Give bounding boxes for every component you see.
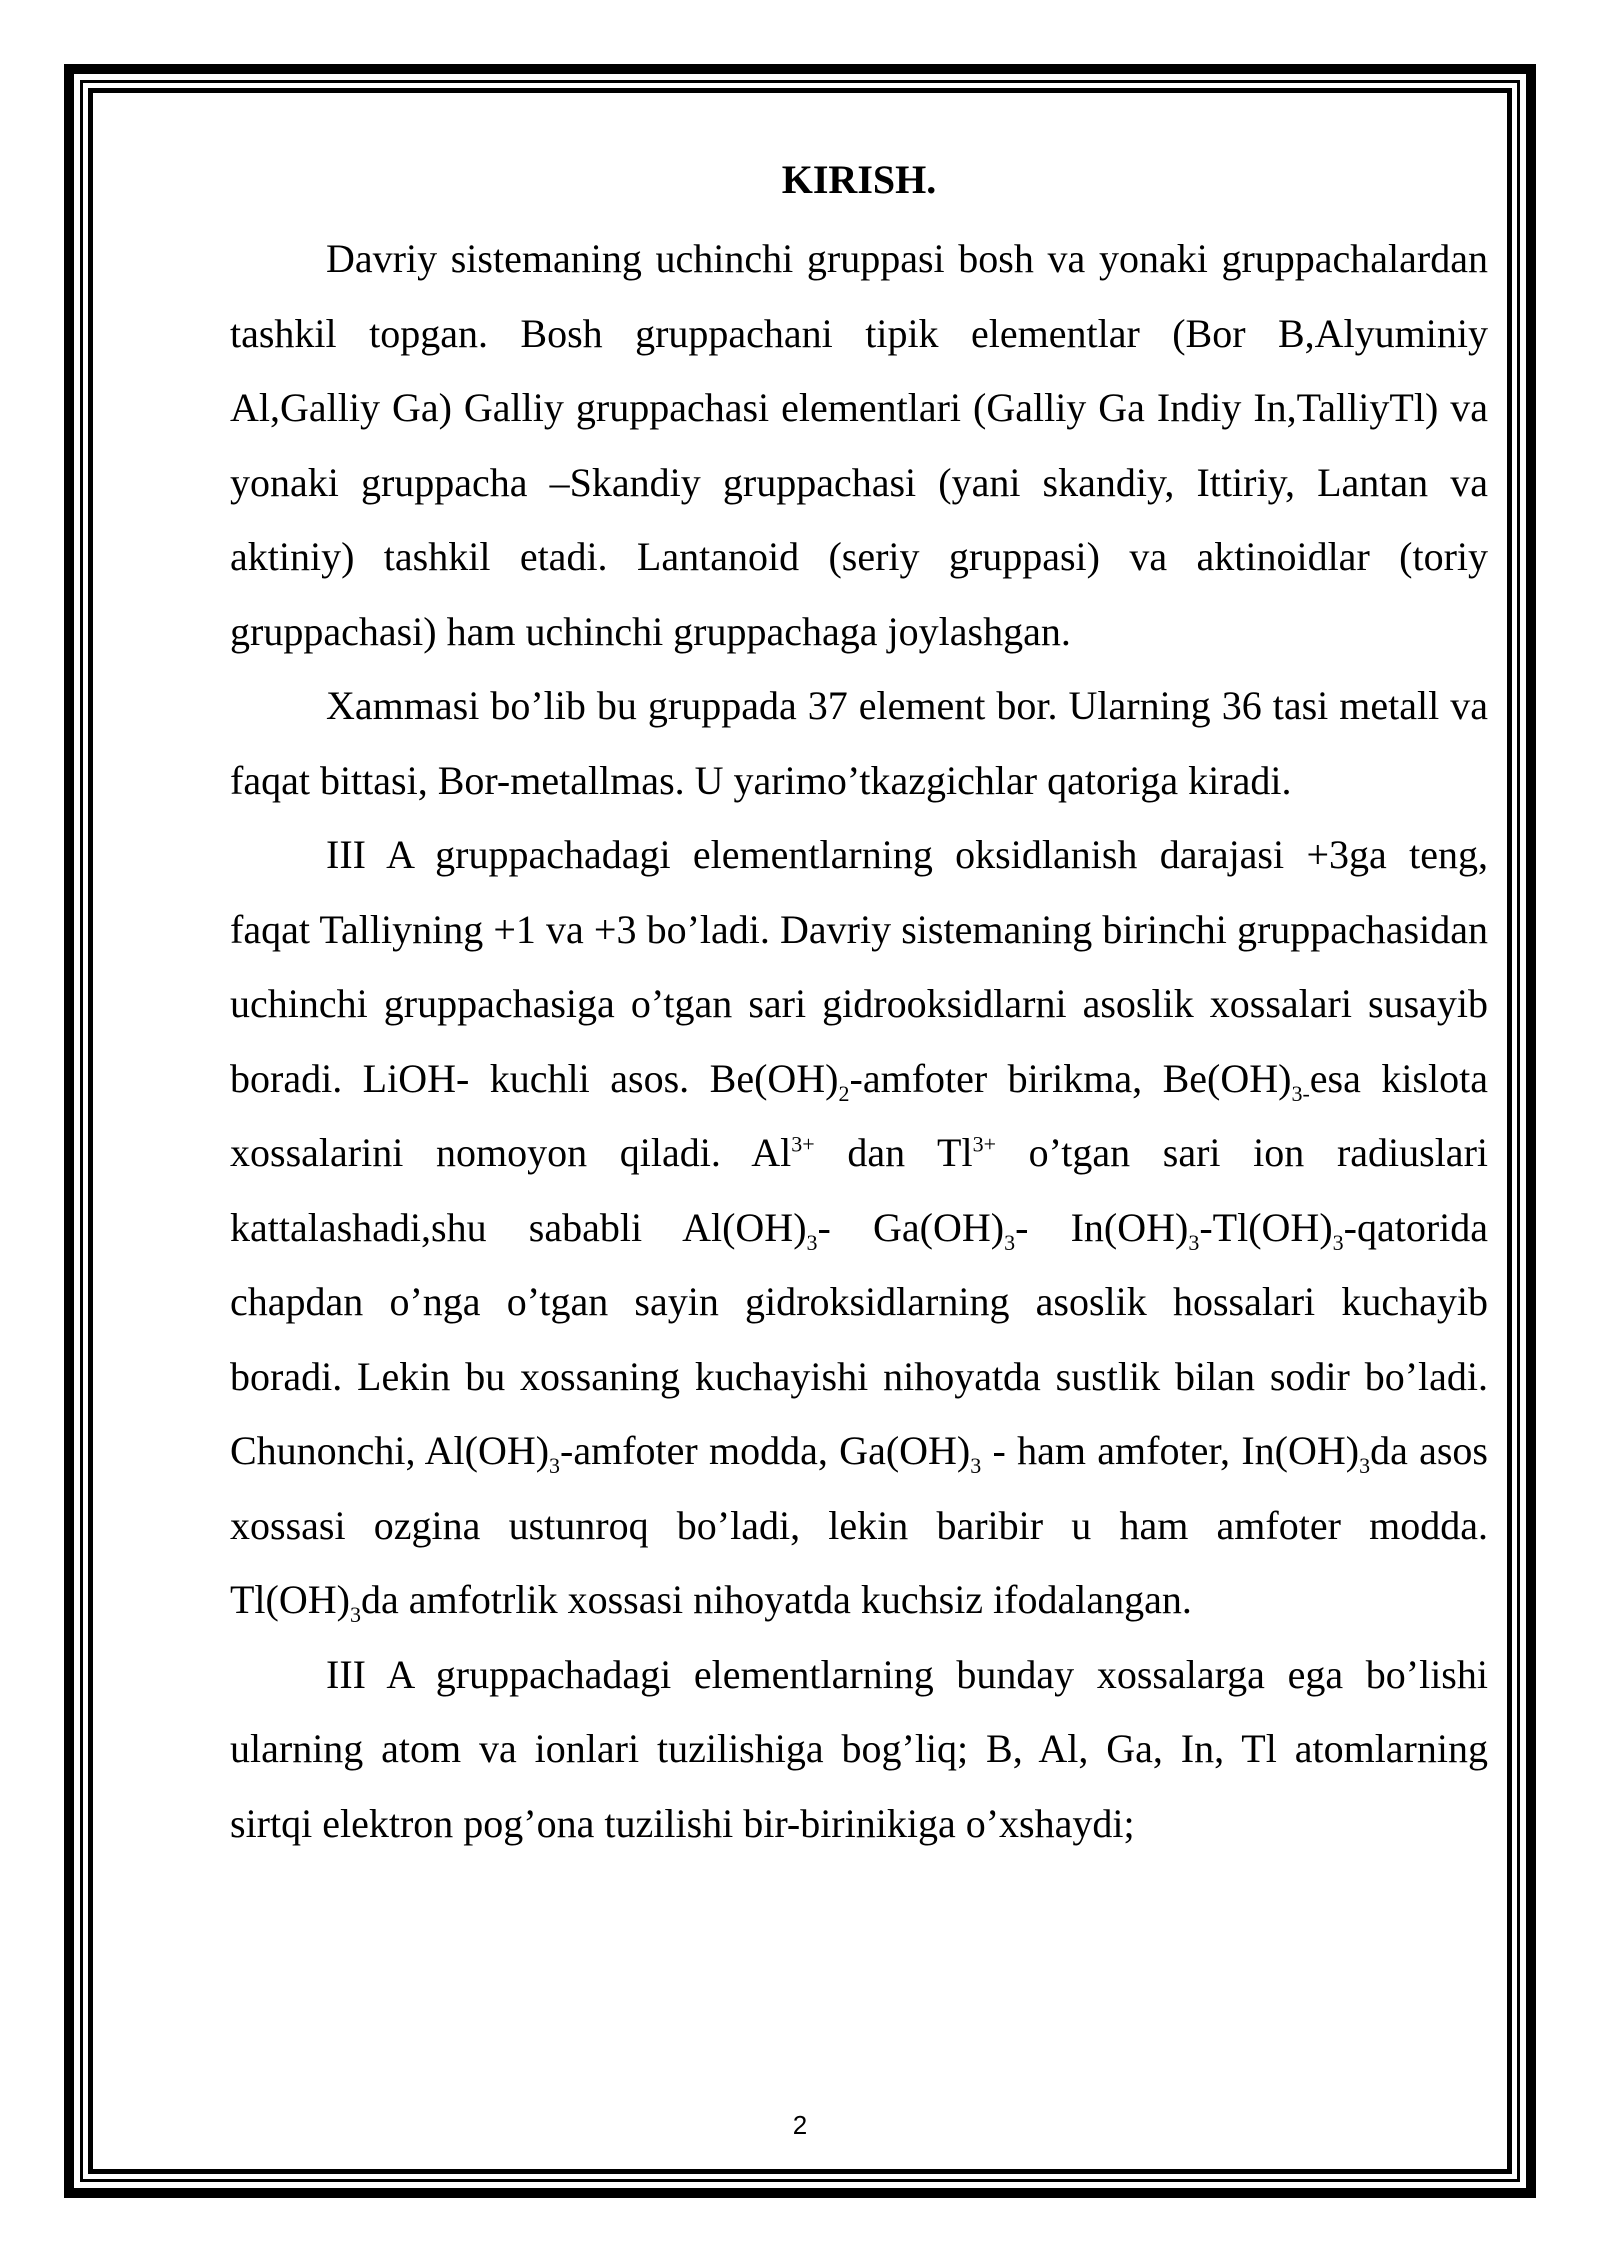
paragraph-3-text-3: esa kislota xossalarini nomoyon qiladi. Al (230, 1055, 1488, 1175)
subscript: 3 (970, 1453, 982, 1478)
paragraph-3-text-6: - Ga(OH) (817, 1204, 1005, 1250)
subscript: 3 (349, 1602, 361, 1627)
paragraph-3-text-2: -amfoter birikma, Be(OH) (849, 1055, 1292, 1101)
paragraph-3-text-11: - ham amfoter, In(OH) (981, 1428, 1360, 1473)
paragraph-3-text-1: III A gruppachadagi elementlarning oksidlanish darajasi +3ga teng, faqat Talliyning +1 va +3 bo’ladi. Davriy sistemaning birinchi gruppachasidan uchinchi gruppachasiga o’tgan sari gidrooksidlarni asoslik xossalari susayib boradi. LiOH- kuchli asos. Be(OH) (230, 832, 1488, 1101)
paragraph-3 (230, 818, 1488, 1638)
superscript: 3+ (791, 1131, 815, 1157)
subscript: 3 (1359, 1453, 1371, 1478)
paragraph-3-text-8: -Tl(OH) (1199, 1204, 1333, 1250)
subscript: 3 (1004, 1229, 1016, 1255)
paragraph-3-text-5: o’tgan sari ion radiuslari kattalashadi,shu sababli Al(OH) (230, 1130, 1488, 1250)
superscript: 3+ (972, 1131, 996, 1157)
subscript: 3 (806, 1229, 818, 1255)
subscript: 3 (1332, 1229, 1344, 1255)
paragraph-3-text-13: da amfotrlik xossasi nihoyatda kuchsiz ifodalangan. (360, 1577, 1192, 1622)
paragraph-3-text-9: -qatorida chapdan o’nga o’tgan sayin gidroksidlarning asoslik hossalari kuchayib boradi. Lekin bu xossaning kuchayishi nihoyatda sustlik bilan sodir bo’ladi. Chunonchi, Al(OH) (230, 1204, 1489, 1473)
paragraph-2: Xammasi bo’lib bu gruppada 37 element bor. Ularning 36 tasi metall va faqat bittasi, Bor-metallmas. U yarimo’tkazgichlar qatoriga kiradi. (230, 683, 1488, 803)
subscript: 3 (549, 1453, 561, 1478)
paragraph-3-text-4: dan Tl (814, 1130, 973, 1175)
paragraph-3-text-7: - In(OH) (1015, 1204, 1189, 1250)
paragraph-3-text-10: -amfoter modda, Ga(OH) (560, 1428, 971, 1473)
page-number: 2 (792, 2110, 808, 2140)
subscript: 3 (1188, 1229, 1200, 1255)
subscript: 3- (1291, 1080, 1310, 1106)
page-title: KIRISH. (781, 157, 937, 202)
paragraph-1: Davriy sistemaning uchinchi gruppasi bosh va yonaki gruppachalardan tashkil topgan. Bosh gruppachani tipik elementlar (Bor B,Alyuminiy Al,Galliy Ga) Galliy gruppachasi elementlari (Galliy Ga Indiy In,TalliyTl) va yonaki gruppacha –Skandiy gruppachasi (yani skandiy, Ittiriy, Lantan va aktiniy) tashkil etadi. Lantanoid (seriy gruppasi) va aktinoidlar (toriy gruppachasi) ham uchinchi gruppachaga joylashgan. (230, 236, 1488, 654)
paragraph-3-text-12: da asos xossasi ozgina ustunroq bo’ladi, lekin baribir u ham amfoter modda. Tl(OH) (230, 1428, 1488, 1622)
paragraph-4: III A gruppachadagi elementlarning bunday xossalarga ega bo’lishi ularning atom va ionlari tuzilishiga bog’liq; B, Al, Ga, In, Tl atomlarning sirtqi elektron pog’ona tuzilishi bir-birinikiga o’xshaydi; (230, 1651, 1488, 1846)
document-body (230, 150, 1488, 1861)
subscript: 2 (838, 1080, 850, 1106)
